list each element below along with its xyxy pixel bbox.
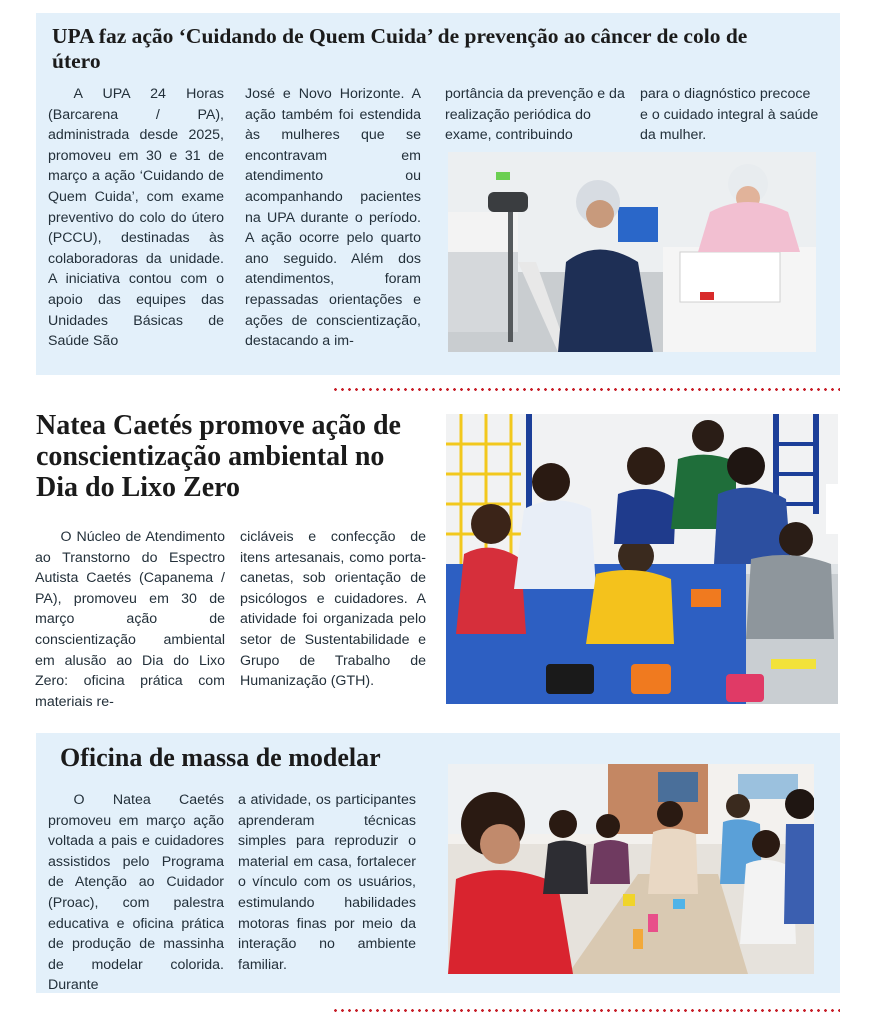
article1-col4: para o diagnóstico precoce e o cuidado integral à saúde da mulher. (640, 86, 819, 144)
article2-col1: O Núcleo de Atendimento ao Transtorno do Espectro Autista Caetés (Capanema / PA), promoveu em 30 de março ação de conscientização ambiental em alusão ao Dia do Lixo Zero: oficina prática com materiais re- (35, 529, 225, 710)
article1-col2: José e Novo Horizonte. A ação também foi estendida às mulheres que se encontravam em atendimento ou acompanhando pacientes na UPA durante o período. A ação ocorre pelo quarto ano seguido. Além dos atendimentos, foram repassadas orientações e ações de conscientização, destacando a im- (245, 86, 421, 350)
article1-col3: portância da prevenção e da realização periódica do exame, contribuindo (445, 86, 625, 144)
article2-col2: cicláveis e confecção de itens artesanais, como porta-canetas, sob orientação de psicólogos e cuidadores. A atividade foi organizada pelo setor de Sustentabilidade e Grupo de Trabalho de Humanização (GTH). (240, 529, 426, 690)
article1-title: UPA faz ação ‘Cuidando de Quem Cuida’ de prevenção ao câncer de colo de útero (52, 24, 748, 73)
divider-2 (332, 1009, 840, 1012)
article2-title: Natea Caetés promove ação de conscientização ambiental no Dia do Lixo Zero (36, 410, 401, 503)
article3-col2: a atividade, os participantes aprenderam técnicas simples para reproduzir o material em casa, fortalecer o vínculo com os usuários, estimulando habilidades motoras finas por meio da interação no ambiente familiar. (238, 792, 416, 973)
article3-photo (448, 764, 814, 974)
article3-title: Oficina de massa de modelar (60, 743, 381, 772)
article2-photo (446, 414, 838, 704)
divider-1 (332, 388, 840, 391)
article1-photo (448, 152, 816, 352)
article1-col1: A UPA 24 Horas (Barcarena / PA), administrada desde 2025, promoveu em 30 e 31 de março a ação ‘Cuidando de Quem Cuida’, com exame preventivo do colo do útero (PCCU), destinadas às colaboradoras da unidade. A iniciativa contou com o apoio das equipes das Unidades Básicas de Saúde São (48, 86, 224, 350)
article3-col1: O Natea Caetés promoveu em março ação voltada a pais e cuidadores assistidos pelo Programa de Atenção ao Cuidador (Proac), com palestra educativa e oficina prática de produção de massinha de modelar colorida. Durante (48, 792, 224, 994)
